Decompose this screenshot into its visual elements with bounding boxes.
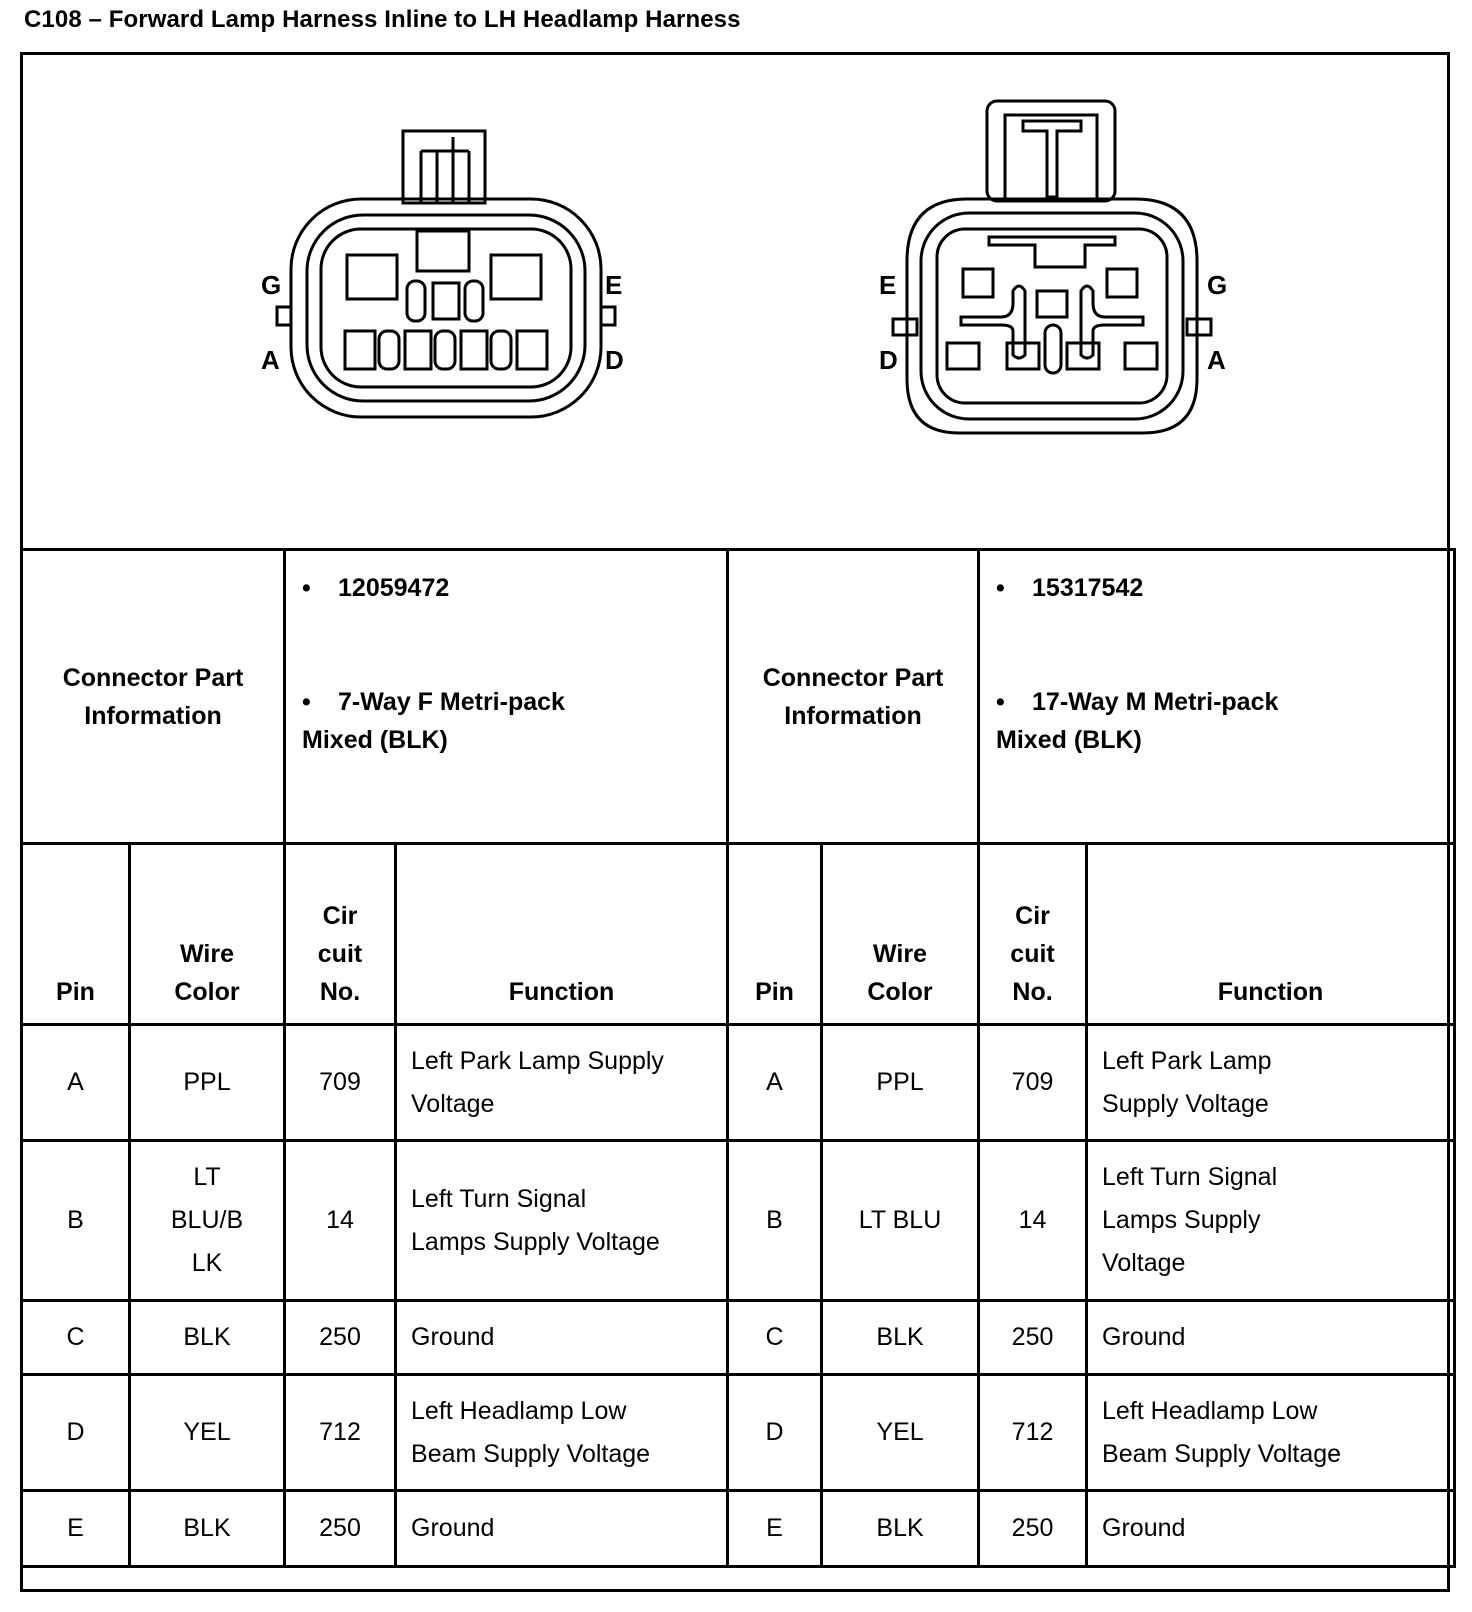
header-circuit: Cir cuit No. [979,844,1087,1025]
header-pin: Pin [22,844,130,1025]
function-cell: Left Turn Signal Lamps Supply Voltage [1087,1141,1455,1301]
connector-part-details: • 12059472 • 7-Way F Metri-pack Mixed (BLK) [285,550,728,844]
page-title: C108 – Forward Lamp Harness Inline to LH Headlamp Harness [24,6,741,33]
circuit-cell: 14 [285,1141,396,1301]
pin-cell: C [22,1301,130,1375]
table-row [22,1375,1455,1491]
function-cell: Ground [1087,1491,1455,1567]
function-cell: Left Turn Signal Lamps Supply Voltage [396,1141,728,1301]
wire-color-cell: YEL [130,1375,285,1491]
header-wire-color: Wire Color [822,844,979,1025]
male-connector-drawing [893,101,1211,433]
pin-label-d: D [879,345,898,375]
wire-color-cell: PPL [130,1025,285,1141]
part-description-cont: Mixed (BLK) [996,726,1142,754]
function-cell: Left Park Lamp Supply Voltage [1087,1025,1455,1141]
function-cell: Left Headlamp Low Beam Supply Voltage [1087,1375,1455,1491]
wire-color-cell: BLK [822,1301,979,1375]
header-wire-color: Wire Color [130,844,285,1025]
circuit-cell: 712 [285,1375,396,1491]
function-cell: Ground [1087,1301,1455,1375]
header-pin: Pin [728,844,822,1025]
pin-cell: B [22,1141,130,1301]
pin-label-g: G [1207,270,1228,300]
table-row [22,1301,1455,1375]
table-row [22,1141,1455,1301]
connector-pinout-table [20,548,1456,1568]
part-description: 7-Way F Metri-pack [338,688,565,716]
part-info-row [22,550,1455,844]
function-cell: Left Headlamp Low Beam Supply Voltage [396,1375,728,1491]
circuit-cell: 709 [285,1025,396,1141]
pin-cell: E [728,1491,822,1567]
table-row [22,1491,1455,1567]
pin-label-g: G [261,270,282,300]
connector-info-label: Connector Part Information [728,550,979,844]
wire-color-cell: BLK [130,1301,285,1375]
circuit-cell: 712 [979,1375,1087,1491]
table-row [22,1025,1455,1141]
circuit-cell: 14 [979,1141,1087,1301]
pin-cell: D [728,1375,822,1491]
part-number: 15317542 [1032,574,1144,602]
pin-cell: D [22,1375,130,1491]
connector-face-views [23,55,1447,545]
pin-cell: A [22,1025,130,1141]
header-function: Function [1087,844,1455,1025]
header-function: Function [396,844,728,1025]
function-cell: Ground [396,1301,728,1375]
part-description-cont: Mixed (BLK) [302,726,448,754]
pin-rows [22,1025,1455,1567]
connector-diagrams [23,55,1447,548]
part-number: 12059472 [338,574,450,602]
pin-label-e: E [879,270,897,300]
connector-sheet [20,52,1450,1592]
wire-color-cell: LT BLU [822,1141,979,1301]
pin-cell: E [22,1491,130,1567]
pin-cell: B [728,1141,822,1301]
pin-label-d: D [605,345,624,375]
pin-label-a: A [1207,345,1226,375]
circuit-cell: 250 [979,1301,1087,1375]
wire-color-cell: PPL [822,1025,979,1141]
pin-cell: C [728,1301,822,1375]
circuit-cell: 250 [979,1491,1087,1567]
circuit-cell: 250 [285,1301,396,1375]
header-circuit: Cir cuit No. [285,844,396,1025]
wire-color-cell: BLK [130,1491,285,1567]
function-cell: Ground [396,1491,728,1567]
wire-color-cell: YEL [822,1375,979,1491]
function-cell: Left Park Lamp Supply Voltage [396,1025,728,1141]
circuit-cell: 709 [979,1025,1087,1141]
connector-part-details: • 15317542 • 17-Way M Metri-pack Mixed (BLK) [979,550,1455,844]
pin-label-a: A [261,345,280,375]
part-description: 17-Way M Metri-pack [1032,688,1279,716]
connector-info-label: Connector Part Information [22,550,285,844]
pin-cell: A [728,1025,822,1141]
wire-color-cell: LT BLU/B LK [130,1141,285,1301]
female-connector-drawing [277,131,615,417]
header-row [22,844,1455,1025]
pin-label-e: E [605,270,623,300]
circuit-cell: 250 [285,1491,396,1567]
wire-color-cell: BLK [822,1491,979,1567]
